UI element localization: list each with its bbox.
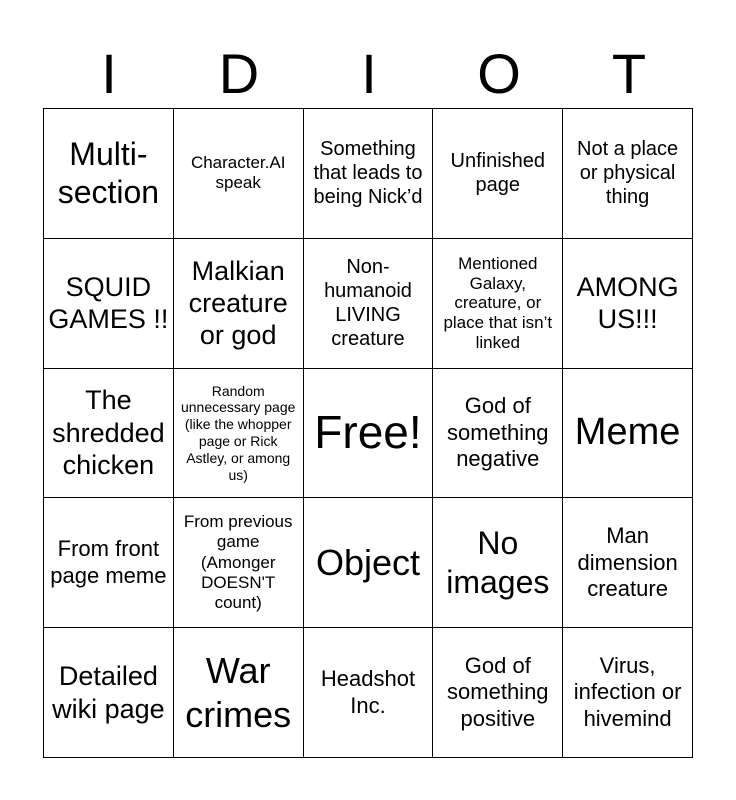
bingo-cell[interactable]: [174, 369, 304, 499]
cell-text: Random unnecessary page (like the whopper page or Rick Astley, or among us): [180, 382, 296, 483]
cell-text: No images: [446, 525, 550, 600]
cell-text: Free!: [314, 406, 422, 459]
cell-text: Headshot Inc.: [320, 666, 416, 718]
bingo-cell[interactable]: [563, 498, 693, 628]
bingo-cell[interactable]: [563, 628, 693, 758]
bingo-cell[interactable]: [433, 239, 563, 369]
cell-text: Mentioned Galaxy, creature, or place that isn’t linked: [443, 254, 553, 352]
bingo-cell[interactable]: [44, 628, 174, 758]
cell-text: From previous game (Amonger DOESN'T count): [183, 511, 293, 613]
header-letter-i1: I: [101, 42, 117, 105]
cell-text: Unfinished page: [450, 150, 546, 197]
bingo-cell[interactable]: [44, 369, 174, 499]
bingo-cell-free[interactable]: [304, 369, 434, 499]
bingo-cell[interactable]: [433, 109, 563, 239]
cell-text: Virus, infection or hivemind: [573, 653, 682, 731]
bingo-cell[interactable]: [563, 239, 693, 369]
cell-text: Something that leads to being Nick’d: [313, 138, 423, 209]
cell-text: The shredded chicken: [52, 385, 165, 481]
cell-text: War crimes: [185, 650, 292, 735]
bingo-cell[interactable]: [304, 239, 434, 369]
bingo-cell[interactable]: [563, 369, 693, 499]
bingo-grid: [43, 108, 693, 758]
bingo-header: [44, 42, 694, 106]
cell-text: Not a place or physical thing: [577, 138, 679, 209]
header-letter-d: D: [218, 42, 260, 105]
cell-text: Character.AI speak: [190, 153, 286, 193]
bingo-cell[interactable]: [174, 498, 304, 628]
cell-text: God of something negative: [447, 393, 549, 472]
cell-text: Meme: [574, 411, 681, 454]
bingo-cell[interactable]: [174, 628, 304, 758]
bingo-cell[interactable]: [433, 498, 563, 628]
cell-text: Object: [315, 542, 421, 584]
bingo-cell[interactable]: [174, 239, 304, 369]
bingo-cell[interactable]: [433, 628, 563, 758]
bingo-cell[interactable]: [563, 109, 693, 239]
cell-text: Multi-section: [57, 136, 160, 211]
bingo-cell[interactable]: [304, 109, 434, 239]
bingo-cell[interactable]: [433, 369, 563, 499]
cell-text: SQUID GAMES !!: [48, 271, 169, 335]
bingo-cell[interactable]: [304, 628, 434, 758]
cell-text: Man dimension creature: [577, 523, 678, 601]
bingo-cell[interactable]: [44, 109, 174, 239]
cell-text: AMONG US!!!: [576, 271, 679, 335]
header-letter-t: T: [611, 42, 647, 105]
header-letter-i2: I: [361, 42, 377, 105]
cell-text: From front page meme: [50, 536, 167, 588]
header-letter-o: O: [477, 42, 521, 105]
cell-text: God of something positive: [447, 653, 549, 731]
bingo-cell[interactable]: [174, 109, 304, 239]
bingo-cell[interactable]: [304, 498, 434, 628]
bingo-cell[interactable]: [44, 239, 174, 369]
bingo-cell[interactable]: [44, 498, 174, 628]
cell-text: Malkian creature or god: [188, 255, 288, 351]
cell-text: Detailed wiki page: [52, 661, 165, 724]
cell-text: Non-humanoid LIVING creature: [324, 256, 412, 351]
